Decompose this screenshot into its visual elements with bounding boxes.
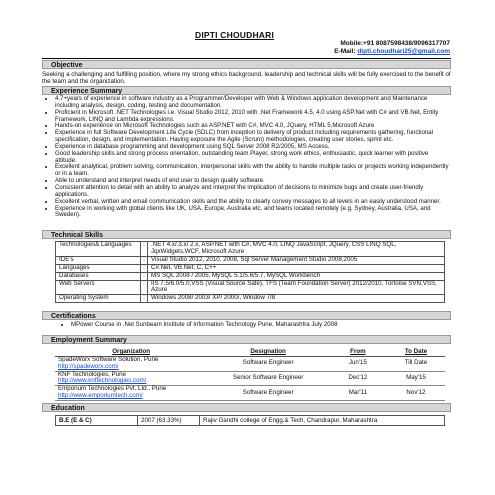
list-item: • MPower Course in .Net Sunbeam Institute of Information Technology Pune, Maharashtra July 2008 [71,322,448,329]
skill-colon: : [141,256,148,264]
year-cell: 2007 (63.33%) [138,416,200,426]
organization-cell [55,371,207,386]
technical-skills-heading: Technical Skills [42,230,451,239]
from-cell: Jun'15 [329,357,387,372]
skill-label: Languages [56,264,141,272]
table-row [56,280,445,295]
organization-link[interactable]: http://spadeworx.com/ [58,362,119,370]
education-table [55,415,445,426]
table-row [56,295,445,303]
email-label: E-Mail: [334,48,358,55]
skill-label: Databases [56,272,141,280]
objective-heading: Objective [42,60,451,69]
designation-cell: Senior Software Engineer [207,371,329,386]
email-link[interactable]: dipti.choudhari25@gmail.com [357,48,450,55]
skill-label: IDE's [56,256,141,264]
from-cell: Mar'11 [329,386,387,401]
list-item: • Experience in full Software Development Life Cycle (SDLC) from inception to delivery of product including requirements gathering, functional specification, design, and implementation. Having exposure the Agile (Scrum) methodologies, creating user stories, sprint etc. [55,130,451,144]
skill-value: MS SQL 2008 / 2005, MySQL 5.1/5.6/5.7, MySQL Workbench [148,272,445,280]
list-item: • Consistent attention to detail with an ability to analyze and interpret the implication of decisions to minimize bugs and create user-friendly applications. [55,185,451,199]
table-row [56,242,445,257]
table-row [56,272,445,280]
column-header-from: From [329,347,387,357]
email-line [334,48,450,56]
column-header-organization: Organization [55,347,207,357]
certifications-heading: Certifications [42,311,451,320]
degree-cell: B.E (E & C) [56,416,138,426]
designation-cell: Software Engineer [207,357,329,372]
list-item: • Good leadership skills and strong process orientation, outstanding team Player, strong work ethics, enthusiastic, quick learner with positive attitude. [55,151,451,165]
list-item: • 4.7+years of experience in software industry as a Programmer/Developer with Web & Windows application development and Maintenance including analysis, design, coding, testing and documentation. [55,96,451,110]
contact-block [334,40,450,56]
list-item: • Experience in database programming and development using SQL Server 2008 R2/2005, MS Access. [55,144,451,151]
header-rule [42,58,451,59]
list-item: • Hands-on experience on Microsoft Technologies such as ASP.NET with C#, MVC 4.0, JQuery, HTML 5,Microsoft Azure [55,123,451,130]
college-cell: Rajiv Gandhi college of Engg.& Tech, Chandrapur, Maharashtra [200,416,445,426]
experience-summary-heading: Experience Summary [42,86,451,95]
organization-name: KNF Technologies, Pune [58,370,126,378]
to-date-cell: Nov'12 [387,386,445,401]
candidate-name: DIPTI CHOUDHARI [195,30,275,40]
skill-label: Operating System [56,295,141,303]
column-header-designation: Designation [207,347,329,357]
technical-skills-table [55,241,445,303]
organization-name: SpadeWorx Software Solution, Pune [58,356,159,363]
table-row [56,416,445,426]
table-row [56,264,445,272]
to-date-cell: May'15 [387,371,445,386]
skill-colon: : [141,264,148,272]
skill-label: Web Servers [56,280,141,295]
mobile-number: Mobile:+91 8087598438/9096317707 [340,40,450,47]
skill-colon: : [141,242,148,257]
experience-summary-list [42,96,451,219]
education-heading: Education [42,403,451,412]
list-item: • Able to understand and interpret needs of end user to design quality software. [55,178,451,185]
objective-text: Seeking a challenging and fulfilling position, where my strong ethics background, leadership and technical skills will be fully exercised to the benefit of the team and the organization. [42,71,451,86]
skill-colon: : [141,272,148,280]
skill-colon: : [141,280,148,295]
employment-table [55,347,445,401]
organization-link[interactable]: http://www.knftechnologies.com/ [58,377,147,385]
organization-cell [55,357,207,372]
table-row [55,386,445,401]
skill-value: .NET 4.x/.3.x/ 2.x, ASP.NET with C#, MVC 4.0, LINQ JavaScript, JQuery, CSS LINQ SQL, JqxWidgets,WCF, Microsoft Azure [148,242,445,257]
skill-colon: : [141,295,148,303]
list-item: • Excellent verbal, written and email communication skills and the ability to clearly convey messages to all levels in an easily understood manner. [55,199,451,206]
table-row [55,371,445,386]
skill-value: IIS 7.5/6.0/5.0,VSS (Visual Source Safe), TFS (Team Foundation Server) 2012/2010, Tortoise SVN,VSS, Azure [148,280,445,295]
organization-link[interactable]: http://www.emporiumtech.com/ [58,391,143,399]
to-date-cell: Till Date [387,357,445,372]
table-row [55,357,445,372]
table-row [56,256,445,264]
column-header-to-date: To Date [387,347,445,357]
designation-cell: Software Engineer [207,386,329,401]
organization-name: Emporium Technologies Pvt. Ltd., Pune [58,385,167,393]
list-item: • Excellent analytical, problem solving, communication, interpersonal skills with the ability to handle multiple tasks or projects working independently or in a team. [55,164,451,178]
employment-summary-heading: Employment Summary [42,335,451,344]
skill-value: C#.Net, VB.Net, C, C++ [148,264,445,272]
list-item: • Experience in working with global clients like UK, USA, Europe, Australia etc. and teams located remotely (e.g. Sydney, Australia, USA, and Sweden). [55,206,451,220]
skill-label: Technologies& Languages [56,242,141,257]
list-item: • Proficient in Microsoft .NET Technologies i.e. Visual Studio 2012, 2010 with .Net Framework 4.5, 4.0 using ASP.Net with C# and VB.Net, Entity Framework, LINQ and Lambda expressions. [55,110,451,124]
skill-value: Visual Studio 2012, 2010, 2008, Sql Server Management Studio 2008,2005 [148,256,445,264]
organization-cell [55,386,207,401]
certifications-list [58,322,448,329]
skill-value: Windows 2008/ 2003/ XP/ 2000/, Window 7/8 [148,295,445,303]
from-cell: Dec'12 [329,371,387,386]
